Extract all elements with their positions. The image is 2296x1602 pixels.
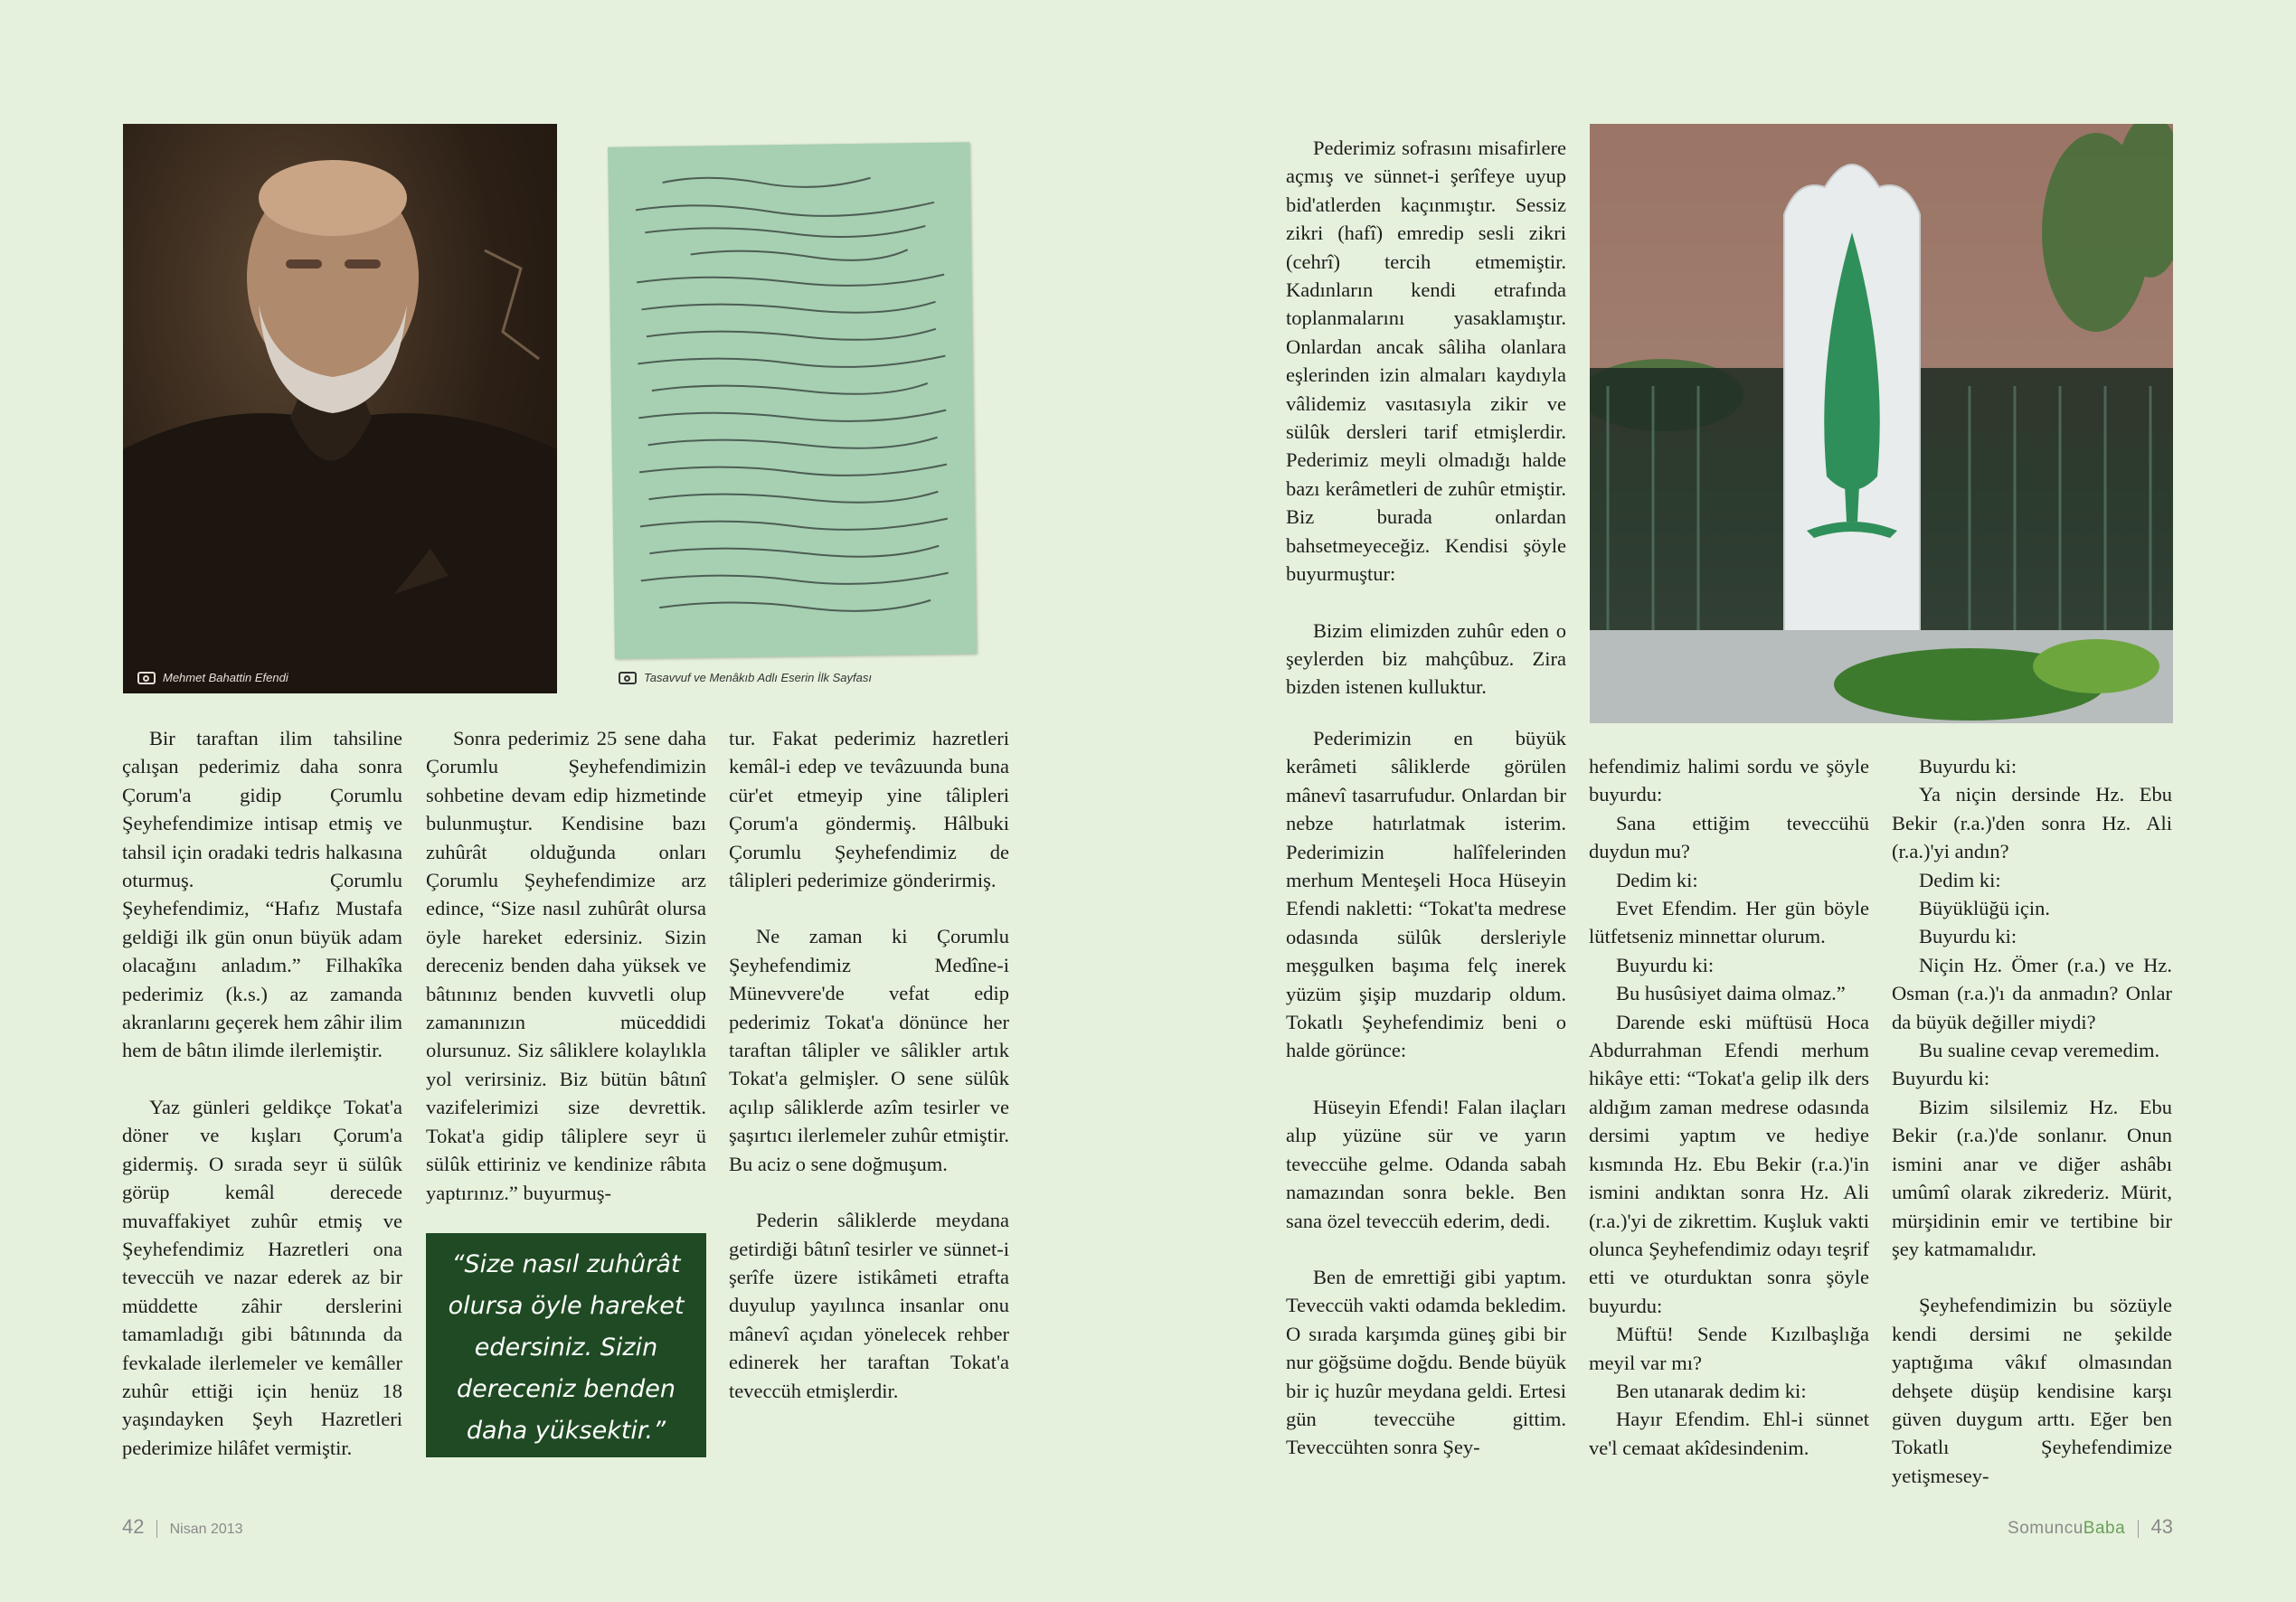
paragraph: Sana ettiğim teveccühü duydun mu? <box>1589 811 1869 863</box>
paragraph: Şeyhefendimizin bu sözüyle kendi dersimi ne şekilde yaptığıma vâkıf olmasından dehşete düşüp kendisine karşı güven duygum arttı. Eğer ben Tokatlı Şeyhefendimize yetişmesey- <box>1892 1294 2172 1487</box>
manuscript-caption-text: Tasavvuf ve Menâkıb Adlı Eserin İlk Sayfası <box>644 671 872 684</box>
paragraph: Hayır Efendim. Ehl-i sünnet ve'l cemaat akîdesindenim. <box>1589 1408 1869 1459</box>
pull-quote: “Size nasıl zuhûrât olursa öyle hareket edersiniz. Sizin dereceniz benden daha yüksektir.” <box>426 1233 706 1457</box>
camera-icon <box>137 672 156 684</box>
right-column-2 <box>1589 752 1869 1462</box>
right-column-1 <box>1286 724 1566 1462</box>
manuscript-handwriting <box>608 142 977 659</box>
paragraph: Niçin Hz. Ömer (r.a.) ve Hz. Osman (r.a.)'ı da anmadın? Onlar da büyük değiller miydi? <box>1892 953 2172 1033</box>
paragraph: Buyurdu ki: <box>1892 1067 1990 1090</box>
paragraph: Darende eski müftüsü Hoca Abdurrahman Efendi merhum hikâye etti: “Tokat'a gelip ilk ders aldığım zaman medrese odasında dersimi yaptım ve hediye kısmında Hz. Ebu Bekir (r.a.)'in ismini andıktan sonra Hz. Ali (r.a.)'yi de zikrettim. Kuşluk vakti olunca Şeyhefendimiz odayı teşrif etti ve oturduktan sonra şöyle buyurdu: <box>1589 1010 1869 1317</box>
paragraph: Bizim silsilemiz Hz. Ebu Bekir (r.a.)'de sonlanır. Onun ismini anar ve diğer ashâbı umûmî olarak zikrederiz. Mürit, mürşidinin emir ve tertibine bir şey katmamalıdır. <box>1892 1095 2172 1260</box>
paragraph: Dedim ki: <box>1616 868 1698 891</box>
paragraph: Ben utanarak dedim ki: <box>1616 1379 1807 1402</box>
footer-divider <box>156 1520 157 1538</box>
left-column-2 <box>426 724 706 1207</box>
brand-logo-part-2: Baba <box>2083 1519 2126 1538</box>
paragraph: Bu husûsiyet daima olmaz.” <box>1616 982 1846 1005</box>
grave-scene <box>1590 124 2173 723</box>
paragraph: Ben de emrettiği gibi yaptım. Teveccüh vakti odamda bekledim. O sırada karşımda güneş gibi bir nur göğsüme doğdu. Bende büyük bir iç huzûr meydana geldi. Ertesi gün teveccühe gittim. Teveccühten sonra Şey- <box>1286 1265 1566 1459</box>
paragraph: Ya niçin dersinde Hz. Ebu Bekir (r.a.)'den sonra Hz. Ali (r.a.)'yi andın? <box>1892 783 2172 863</box>
issue-date: Nisan 2013 <box>169 1522 243 1537</box>
right-footer <box>2008 1515 2173 1539</box>
left-footer <box>122 1515 243 1539</box>
paragraph: Buyurdu ki: <box>1616 953 1715 976</box>
page-number: 42 <box>122 1515 145 1538</box>
paragraph: Evet Efendim. Her gün böyle lütfetseniz minnettar olurum. <box>1589 897 1869 948</box>
camera-icon <box>619 672 637 684</box>
paragraph: Müftü! Sende Kızılbaşlığa meyil var mı? <box>1589 1323 1869 1374</box>
paragraph: Büyüklüğü için. <box>1919 897 2050 920</box>
paragraph: Pederimizin en büyük kerâmeti sâliklerde görülen mânevî tasarrufudur. Onlardan bir nebze hatırlatmak isterim. Pederimizin halîfelerinden merhum Menteşeli Hoca Hüseyin Efendi nakletti: “Tokat'ta medrese odasında sülûk dersleriyle meşgulken başıma felç inerek yüzüm şişip muzdarip oldum. Tokatlı Şeyhefendimiz beni o halde görünce: <box>1286 727 1566 1062</box>
brand-logo <box>2008 1519 2131 1538</box>
right-top-column <box>1286 134 1566 702</box>
paragraph: Bir taraftan ilim tahsiline çalışan pederimiz daha sonra Çorum'a gidip Çorumlu Şeyhefendimize intisap etmiş ve tahsil için oradaki tedris halkasına oturmuş. Çorumlu Şeyhefendimiz, “Hafız Mustafa geldiği ilk gün onun büyük adam olacağını anladım.” Filhakîka pederimiz (k.s.) az zamanda akranlarını geçerek hem zâhir ilim hem de bâtın ilimde ilerlemiştir. <box>122 727 402 1062</box>
left-column-3 <box>729 724 1009 1405</box>
portrait-caption <box>137 671 288 684</box>
paragraph: Pederimiz sofrasını misafirlere açmış ve sünnet-i şerîfeye uyup bid'atlerden kaçınmıştır. Sessiz zikri (hafî) emredip sesli zikri (cehrî) tercih etmemiştir. Kadınların kendi etrafında toplanmalarını yasaklamıştır. Onlardan ancak sâliha olanlara eşlerinden izin almaları kaydıyla vâlidemiz vasıtasıyla zikir ve sülûk dersleri tarif etmişlerdir. Pederimiz meyli olmadığı halde bazı kerâmetleri de zuhûr etmiştir. Biz burada onlardan bahsetmeyeceğiz. Kendisi şöyle buyurmuştur: <box>1286 137 1566 586</box>
brand-logo-part-1: Somuncu <box>2008 1519 2083 1538</box>
left-column-1 <box>122 724 402 1462</box>
paragraph: Sonra pederimiz 25 sene daha Çorumlu Şeyhefendimizin sohbetine devam edip hizmetinde bulunmuştur. Kendisine bazı zuhûrât olduğunda onları Çorumlu Şeyhefendimize arz edince, “Size nasıl zuhûrât olursa öyle hareket edersiniz. Sizin dereceniz benden daha yüksek ve bâtınınız benden kuvvetli olup zamanınızın müceddidi olursunuz. Siz sâliklere kolaylıkla yol verirsiniz. Biz bütün bâtınî vazifelerimizi size devrettik. Tokat'a gidip tâliplere seyr ü sülûk ettiriniz ve kendinize râbıta yaptırınız.” buyurmuş- <box>426 727 706 1204</box>
portrait-caption-text: Mehmet Bahattin Efendi <box>163 671 288 684</box>
page-number: 43 <box>2150 1515 2173 1538</box>
portrait-figure <box>123 124 557 693</box>
footer-divider <box>2138 1520 2139 1538</box>
grave-photo <box>1590 124 2173 723</box>
portrait-photo <box>123 124 557 693</box>
paragraph: hefendimiz halimi sordu ve şöyle buyurdu: <box>1589 755 1869 806</box>
right-column-3 <box>1892 752 2172 1490</box>
manuscript-caption <box>619 671 872 684</box>
paragraph: Hüseyin Efendi! Falan ilaçları alıp yüzüne sür ve yarın teveccühe gelme. Odanda sabah namazından sonra bekle. Ben sana özel teveccüh ederim, dedi. <box>1286 1095 1566 1232</box>
manuscript-photo <box>608 142 977 659</box>
paragraph: Yaz günleri geldikçe Tokat'a döner ve kışları Çorum'a gidermiş. O sırada seyr ü sülûk görüp kemâl derecede muvaffakiyet zuhûr etmiş ve Şeyhefendimiz Hazretleri ona teveccüh ve nazar ederek az bir müddette zâhir derslerini tamamladığı gibi bâtınında da fevkalade ilerlemeler ve kemâller zuhûr ettiği için henüz 18 yaşındayken Şeyh Hazretleri pederimize hilâfet vermiştir. <box>122 1095 402 1459</box>
paragraph: Bu sualine cevap veremedim. <box>1919 1039 2160 1062</box>
paragraph: Buyurdu ki: <box>1919 925 2017 948</box>
paragraph: Pederin sâliklerde meydana getirdiği bâtınî tesirler ve sünnet-i şerîfe üzere istikâmeti etrafta duyulup yayılınca insanlar onu mânevî açıdan yönelecek rehber edinerek her taraftan Tokat'a teveccüh etmişlerdir. <box>729 1209 1009 1402</box>
paragraph: Dedim ki: <box>1919 868 2001 891</box>
paragraph: Ne zaman ki Çorumlu Şeyhefendimiz Medîne-i Münevvere'de vefat edip pederimiz Tokat'a dönünce her taraftan tâlipler ve sâlikler artık Tokat'a gelmişler. O sene sülûk açılıp sâliklerde azîm tesirler ve şaşırtıcı ilerlemeler zuhûr etmiştir. Bu aciz o sene doğmuşum. <box>729 925 1009 1175</box>
paragraph: Buyurdu ki: <box>1919 755 2017 777</box>
paragraph: Bizim elimizden zuhûr eden o şeylerden biz mahçûbuz. Zira bizden istenen kulluktur. <box>1286 618 1566 699</box>
paragraph: tur. Fakat pederimiz hazretleri kemâl-i edep ve tevâzuunda buna cür'et etmeyip yine tâlipleri Çorum'a göndermiş. Hâlbuki Çorumlu Şeyhefendimiz de tâlipleri pederimize gönderirmiş. <box>729 727 1009 892</box>
